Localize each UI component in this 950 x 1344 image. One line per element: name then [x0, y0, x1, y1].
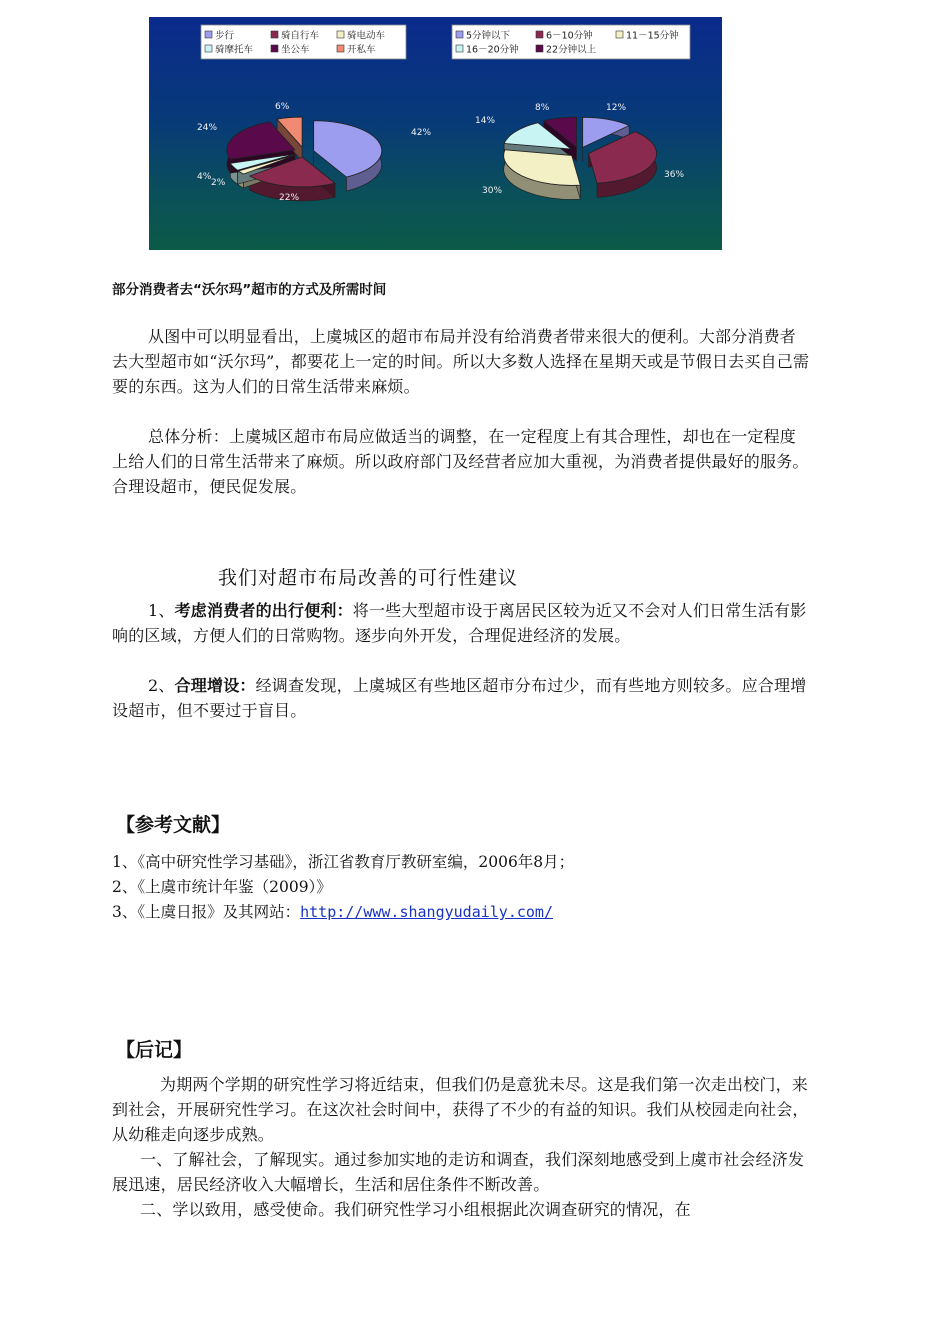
pie2-label-5: 8%: [535, 103, 550, 113]
reference-1: 1、《高中研究性学习基础》，浙江省教育厅教研室编，2006年8月；: [112, 853, 575, 871]
paragraph-summary: 总体分析：上虞城区超市布局应做适当的调整，在一定程度上有其合理性，却也在一定程度上给人们的日常生活带来了麻烦。所以政府部门及经营者应加大重视，为消费者提供最好的服务。合理设超市，便民促发展。: [112, 427, 809, 496]
legend-swatch-1-3: [337, 31, 344, 38]
legend-label-1-5: 坐公车: [281, 44, 310, 56]
legend-label-2-4: 16－20分钟: [466, 44, 519, 56]
legend-label-1-1: 步行: [215, 30, 235, 42]
legend-swatch-2-3: [616, 31, 623, 38]
legend-swatch-1-6: [337, 45, 344, 52]
pie2-label-3: 30%: [482, 186, 503, 196]
pie1-label-4: 4%: [197, 172, 212, 182]
legend-swatch-1-5: [271, 45, 278, 52]
legend-swatch-2-4: [456, 45, 463, 52]
pie-charts-svg: [149, 17, 722, 250]
legend-swatch-1-1: [205, 31, 212, 38]
legend-label-2-5: 22分钟以上: [546, 44, 597, 56]
legend-label-2-3: 11－15分钟: [626, 30, 679, 42]
reference-3: 3、《上虞日报》及其网站：http://www.shangyudaily.com/: [112, 903, 553, 921]
pie1-label-2: 22%: [279, 193, 300, 203]
suggestion-heading: 我们对超市布局改善的可行性建议: [218, 567, 519, 589]
postscript-heading: 【后记】: [116, 1039, 193, 1061]
paragraph-analysis: 从图中可以明显看出，上虞城区的超市布局并没有给消费者带来很大的便利。大部分消费者去大型超市如“沃尔玛”，都要花上一定的时间。所以大多数人选择在星期天或是节假日去买自己需要的东西。这为人们的日常生活带来麻烦。: [112, 327, 810, 396]
legend-swatch-2-5: [536, 45, 543, 52]
pie2-label-4: 14%: [475, 116, 496, 126]
shangyudaily-link[interactable]: http://www.shangyudaily.com/: [300, 903, 553, 921]
legend-label-1-6: 开私车: [347, 44, 376, 56]
legend-swatch-2-1: [456, 31, 463, 38]
legend-swatch-2-2: [536, 31, 543, 38]
pie1-label-1: 42%: [411, 128, 432, 138]
legend-swatch-1-4: [205, 45, 212, 52]
pie2-label-2: 36%: [664, 170, 685, 180]
legend-label-1-2: 骑自行车: [281, 30, 320, 42]
pie1-label-5: 24%: [197, 123, 218, 133]
chart-caption: 部分消费者去“沃尔玛”超市的方式及所需时间: [112, 282, 387, 298]
suggestion-1: 1、考虑消费者的出行便利：将一些大型超市设于离居民区较为近又不会对人们日常生活有影响的区域，方便人们的日常购物。逐步向外开发，合理促进经济的发展。: [112, 601, 807, 645]
legend-label-2-1: 5分钟以下: [466, 30, 511, 42]
legend-label-2-2: 6－10分钟: [546, 30, 593, 42]
legend-swatch-1-2: [271, 31, 278, 38]
postscript-para-2: 一、了解社会，了解现实。通过参加实地的走访和调查，我们深刻地感受到上虞市社会经济发展迅速，居民经济收入大幅增长，生活和居住条件不断改善。: [112, 1150, 805, 1194]
pie1-label-3: 2%: [211, 178, 226, 188]
reference-2: 2、《上虞市统计年鉴（2009）》: [112, 878, 332, 896]
pie1-label-6: 6%: [275, 102, 290, 112]
pie2-label-1: 12%: [606, 103, 627, 113]
legend-label-1-4: 骑摩托车: [215, 44, 254, 56]
postscript-para-1: 为期两个学期的研究性学习将近结束，但我们仍是意犹未尽。这是我们第一次走出校门，来到社会，开展研究性学习。在这次社会时间中，获得了不少的有益的知识。我们从校园走向社会，从幼稚走向逐步成熟。: [112, 1075, 809, 1144]
postscript-para-3: 二、学以致用，感受使命。我们研究性学习小组根据此次调查研究的情况，在: [140, 1200, 691, 1219]
pie-charts-panel: [149, 17, 722, 250]
legend-label-1-3: 骑电动车: [347, 30, 386, 42]
suggestion-2: 2、合理增设：经调查发现，上虞城区有些地区超市分布过少，而有些地方则较多。应合理增设超市，但不要过于盲目。: [112, 676, 807, 720]
references-heading: 【参考文献】: [116, 814, 231, 836]
